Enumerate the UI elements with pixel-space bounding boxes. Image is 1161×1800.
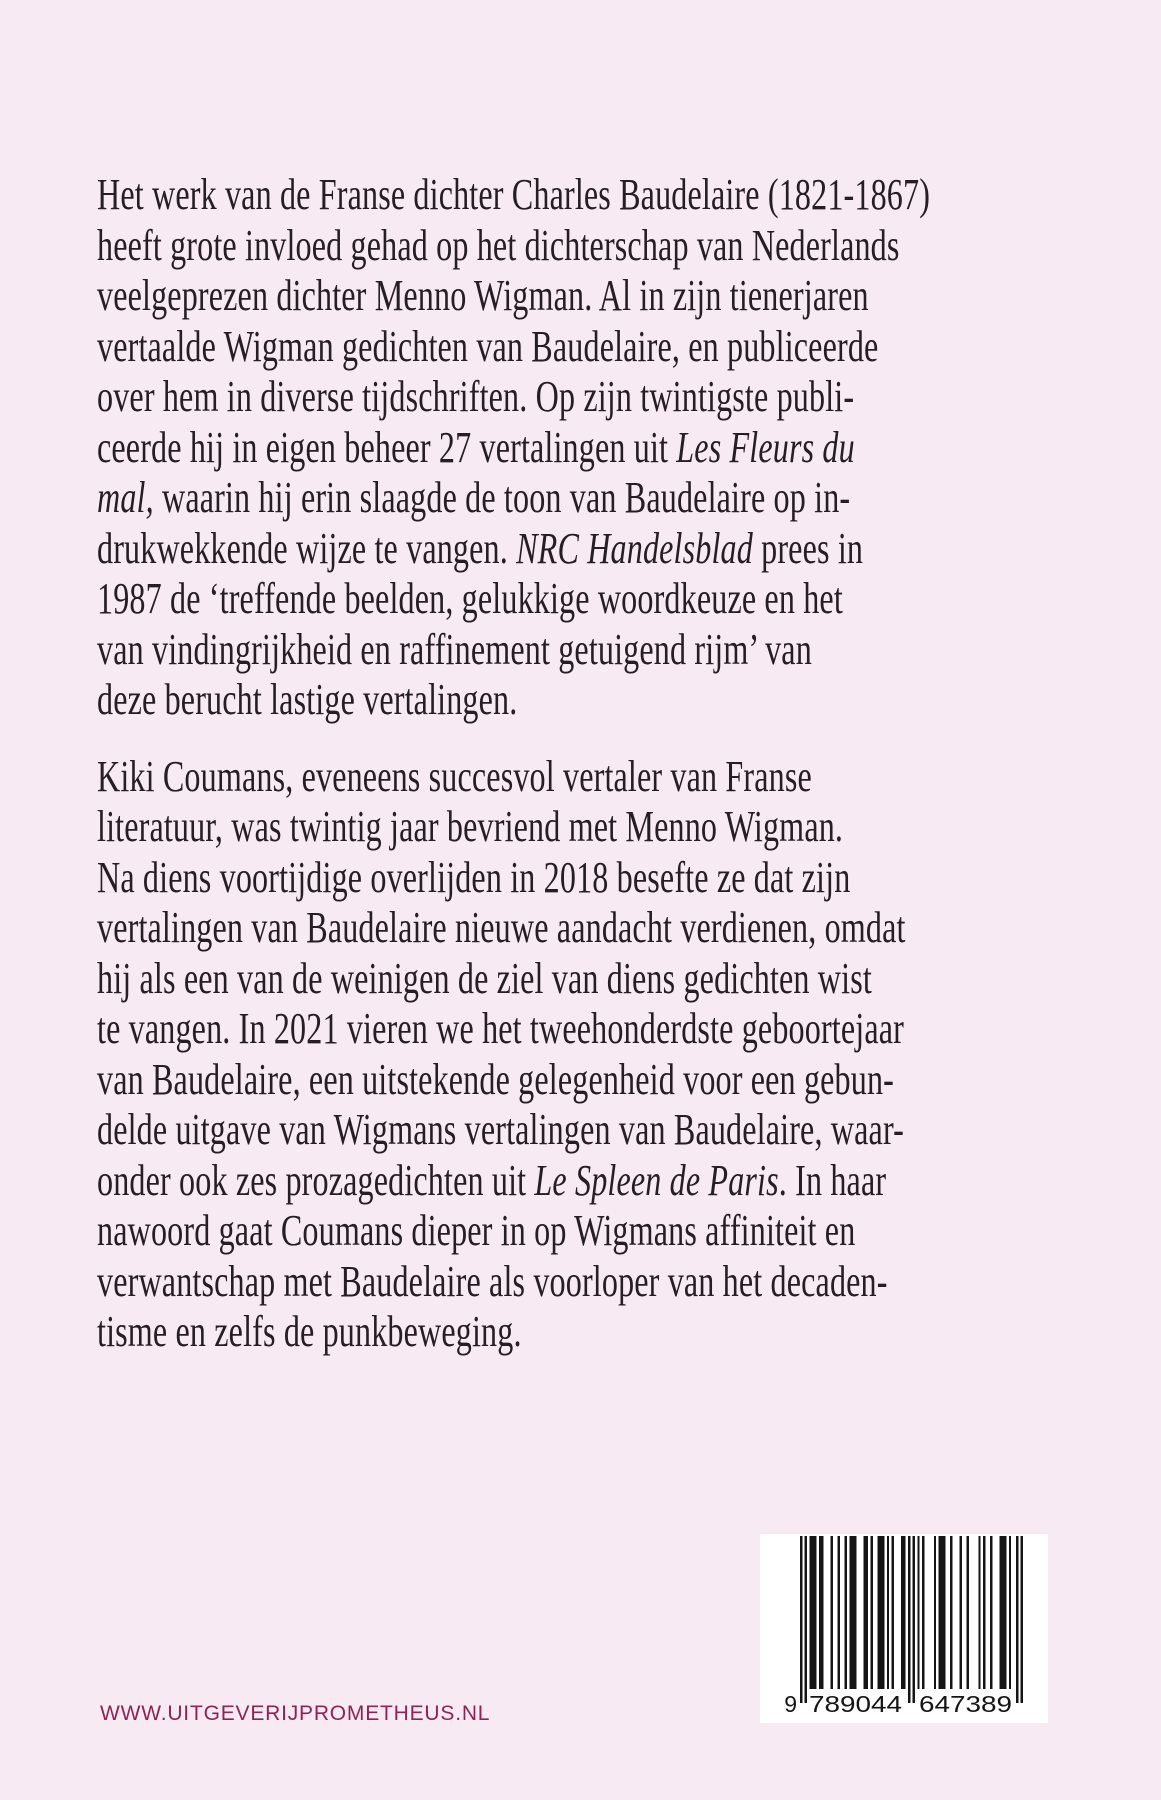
body-text: verwantschap met Baudelaire als voorloper van het decaden- <box>97 1256 888 1306</box>
italic-title-text: NRC Handelsblad <box>516 523 753 573</box>
body-text: Na diens voortijdige overlijden in 2018 besefte ze dat zijn <box>97 852 851 902</box>
body-text: hij als een van de weinigen de ziel van diens gedichten wist <box>97 953 872 1003</box>
barcode-bar <box>943 1536 945 1689</box>
italic-title-text: Les Fleurs du <box>676 422 855 472</box>
barcode-bar <box>967 1536 969 1689</box>
body-text: heeft grote invloed gehad op het dichterschap van Nederlands <box>97 220 900 270</box>
barcode-bar <box>854 1536 856 1689</box>
barcode-bar <box>809 1536 811 1689</box>
body-text: Het werk van de Franse dichter Charles Baudelaire (1821-1867) <box>97 170 931 219</box>
body-text: van Baudelaire, een uitstekende gelegenheid voor een gebun- <box>97 1054 895 1104</box>
barcode-bar <box>814 1536 816 1689</box>
barcode <box>760 1534 1048 1723</box>
barcode-bar <box>1004 1536 1006 1689</box>
barcode-bar <box>882 1536 884 1689</box>
body-text: literatuur, was twintig jaar bevriend met Menno Wigman. <box>97 802 844 851</box>
body-text: nawoord gaat Coumans dieper in op Wigmans affiniteit en <box>97 1206 856 1255</box>
barcode-bar <box>1016 1536 1018 1703</box>
body-text: prees in <box>752 523 864 573</box>
barcode-bar <box>990 1536 992 1689</box>
barcode-bar <box>870 1536 872 1689</box>
barcode-bar <box>941 1536 943 1689</box>
isbn-left-group: 789044 <box>809 1691 903 1717</box>
body-text: delde uitgave van Wigmans vertalingen van Baudelaire, waar- <box>97 1105 904 1154</box>
barcode-bar <box>819 1536 821 1689</box>
barcode-bar <box>934 1536 936 1689</box>
barcode-bar <box>917 1536 919 1689</box>
barcode-bar <box>903 1536 905 1689</box>
body-text: onder ook zes prozagedichten uit <box>97 1155 535 1205</box>
body-text: . In haar <box>778 1155 887 1205</box>
barcode-bar <box>821 1536 823 1689</box>
barcode-bar <box>866 1536 868 1689</box>
isbn-lead-digit: 9 <box>784 1691 797 1717</box>
barcode-bar <box>1002 1536 1004 1689</box>
barcode-bar <box>812 1536 814 1689</box>
body-text: deze berucht lastige vertalingen. <box>97 675 518 724</box>
body-text: waarin hij erin slaagde de toon van Baudelaire op in- <box>153 473 851 522</box>
barcode-bar <box>913 1536 915 1703</box>
barcode-bar <box>877 1536 879 1689</box>
barcode-bar <box>1009 1536 1011 1689</box>
barcode-bar <box>845 1536 847 1689</box>
barcode-bar <box>887 1536 889 1689</box>
body-text: vertaalde Wigman gedichten van Baudelaire, en publiceerde <box>97 321 879 371</box>
italic-title-text: mal, <box>97 473 154 522</box>
body-text: drukwekkende wijze te vangen. <box>97 523 517 573</box>
paragraph <box>97 752 944 1358</box>
barcode-bar <box>863 1536 865 1689</box>
body-text: ceerde hij in eigen beheer 27 vertalingen uit <box>97 422 677 472</box>
body-text: veelgeprezen dichter Menno Wigman. Al in zijn tienerjaren <box>97 271 869 320</box>
barcode-bar <box>880 1536 882 1689</box>
barcode-bar <box>938 1536 940 1689</box>
barcode-bar <box>831 1536 833 1689</box>
barcode-bar <box>922 1536 924 1689</box>
barcode-bar <box>960 1536 962 1689</box>
body-text: vertalingen van Baudelaire nieuwe aandacht verdienen, omdat <box>97 903 906 952</box>
barcode-bar <box>983 1536 985 1689</box>
back-cover-text <box>97 170 944 1384</box>
paragraph <box>97 170 944 726</box>
barcode-bar <box>901 1536 903 1689</box>
body-text: van vindingrijkheid en raffinement getuigend rijm’ van <box>97 624 812 674</box>
barcode-bar <box>892 1536 894 1689</box>
body-text: te vangen. In 2021 vieren we het tweehonderdste geboortejaar <box>97 1004 904 1053</box>
isbn-right-group: 647389 <box>919 1691 1012 1717</box>
body-text: over hem in diverse tijdschriften. Op zijn twintigste publi- <box>97 372 855 421</box>
publisher-website-text: WWW.UITGEVERIJPROMETHEUS.NL <box>100 1702 491 1725</box>
barcode-bar <box>978 1536 980 1689</box>
body-text: 1987 de ‘treffende beelden, gelukkige woordkeuze en het <box>97 574 843 623</box>
body-text: tisme en zelfs de punkbeweging. <box>97 1307 522 1356</box>
barcode-bar <box>1000 1536 1002 1689</box>
barcode-bar <box>805 1536 807 1703</box>
barcode-bar <box>908 1536 910 1703</box>
barcode-bar <box>838 1536 840 1689</box>
italic-title-text: Le Spleen de Paris <box>534 1155 779 1205</box>
barcode-image <box>760 1534 1048 1723</box>
barcode-bar <box>849 1536 851 1689</box>
barcode-bar <box>1021 1536 1023 1703</box>
barcode-bar <box>852 1536 854 1689</box>
barcode-bar <box>800 1536 802 1703</box>
barcode-bar <box>950 1536 952 1689</box>
body-text: Kiki Coumans, eveneens succesvol vertaler van Franse <box>97 751 812 801</box>
